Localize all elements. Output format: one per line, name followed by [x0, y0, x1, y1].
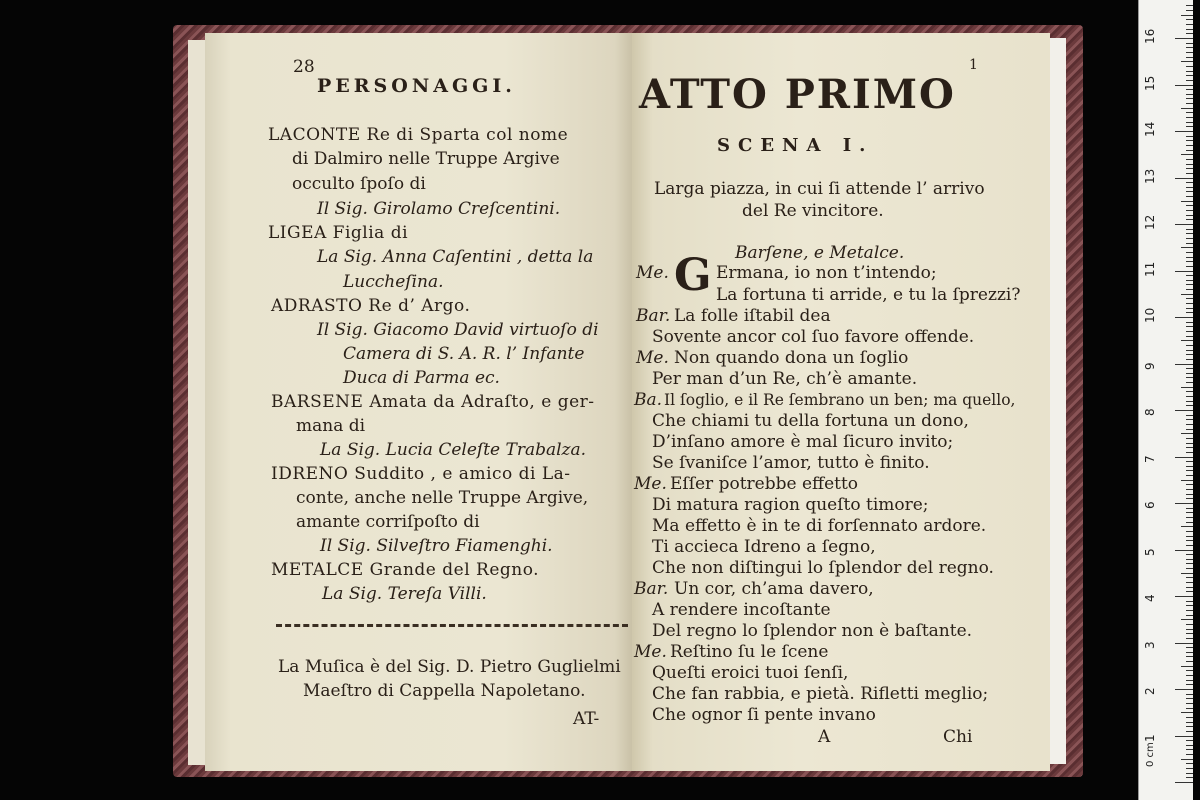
verse-line: La folle iſtabil dea	[674, 306, 831, 326]
cast-line: occulto ſpoſo di	[292, 174, 426, 194]
ruler-tick	[1186, 373, 1193, 374]
cast-line: mana di	[296, 416, 366, 436]
speaker-label: Me.	[634, 474, 667, 494]
ruler-tick	[1175, 131, 1193, 132]
cast-line: amante corriſpoſto di	[296, 512, 480, 532]
ruler-tick	[1186, 591, 1193, 592]
ruler-tick	[1181, 573, 1193, 574]
ruler-tick	[1186, 559, 1193, 560]
ruler-tick	[1175, 38, 1193, 39]
ruler-tick	[1186, 257, 1193, 258]
cast-line: Il Sig. Silveſtro Fiamenghi.	[320, 536, 553, 556]
ruler-tick	[1186, 577, 1193, 578]
scene-setting-line: Larga piazza, in cui ſi attende l’ arrivo	[654, 179, 985, 199]
ruler-tick	[1186, 517, 1193, 518]
ruler-tick	[1186, 322, 1193, 323]
ruler-tick	[1186, 680, 1193, 681]
ruler-tick	[1186, 43, 1193, 44]
act-title: ATTO PRIMO	[639, 71, 956, 118]
drop-cap: G	[674, 250, 712, 301]
ruler-tick	[1186, 531, 1193, 532]
speaker-label: Me.	[636, 263, 669, 283]
ruler-tick	[1186, 164, 1193, 165]
ruler-tick	[1186, 168, 1193, 169]
ruler-number: 11	[1143, 261, 1157, 277]
ruler-tick	[1186, 80, 1193, 81]
verse-line: Che chiami tu della fortuna un dono,	[652, 411, 969, 431]
ruler-tick	[1186, 508, 1193, 509]
verse-line: Queſti eroici tuoi ſenſi,	[652, 663, 849, 683]
ruler-tick	[1186, 266, 1193, 267]
ruler-tick	[1186, 633, 1193, 634]
ruler-tick	[1186, 498, 1193, 499]
ruler-tick	[1186, 33, 1193, 34]
verse-line: A rendere incoſtante	[652, 600, 831, 620]
ruler-tick	[1186, 219, 1193, 220]
ruler-tick	[1186, 661, 1193, 662]
measurement-ruler	[1138, 0, 1193, 800]
ruler-tick	[1186, 768, 1193, 769]
ruler-tick	[1175, 178, 1193, 179]
ruler-tick	[1186, 233, 1193, 234]
ruler-tick	[1186, 215, 1193, 216]
ruler-number: 15	[1143, 75, 1157, 91]
ruler-tick	[1186, 75, 1193, 76]
ruler-tick	[1186, 261, 1193, 262]
ruler-tick	[1181, 759, 1193, 760]
cast-line: conte, anche nelle Truppe Argive,	[296, 488, 589, 508]
ruler-number: 10	[1143, 307, 1157, 323]
ruler-tick	[1186, 136, 1193, 137]
verse-line: Eſſer potrebbe effetto	[670, 474, 859, 494]
ruler-tick	[1186, 10, 1193, 11]
ruler-tick	[1186, 740, 1193, 741]
verse-line: Se ſvaniſce l’amor, tutto è finito.	[652, 453, 930, 473]
ruler-tick	[1186, 415, 1193, 416]
ruler-tick	[1186, 684, 1193, 685]
cast-line: Camera di S. A. R. l’ Infante	[343, 344, 585, 364]
ruler-tick	[1186, 461, 1193, 462]
scene-characters: Barſene, e Metalce.	[735, 243, 905, 263]
ruler-tick	[1186, 243, 1193, 244]
ruler-tick	[1186, 382, 1193, 383]
ruler-tick	[1186, 484, 1193, 485]
verse-line: Che ognor ſi pente invano	[652, 705, 876, 725]
ruler-tick	[1186, 568, 1193, 569]
ruler-tick	[1181, 154, 1193, 155]
ruler-number: 6	[1143, 501, 1157, 509]
speaker-label: Bar.	[636, 306, 671, 326]
page-number-right: 1	[969, 57, 978, 73]
ruler-tick	[1181, 247, 1193, 248]
ruler-tick	[1186, 5, 1193, 6]
ruler-tick	[1186, 749, 1193, 750]
ruler-tick	[1186, 140, 1193, 141]
ruler-tick	[1186, 773, 1193, 774]
page-number-left: 28	[293, 57, 315, 77]
ruler-tick	[1186, 52, 1193, 53]
cast-line: Duca di Parma ec.	[343, 368, 500, 388]
ruler-number: 9	[1143, 361, 1157, 370]
ruler-tick	[1186, 308, 1193, 309]
ruler-tick	[1186, 447, 1193, 448]
ruler-tick	[1181, 387, 1193, 388]
verse-line: Reſtino ſu le ſcene	[670, 642, 829, 662]
ruler-tick	[1186, 563, 1193, 564]
ruler-tick	[1186, 522, 1193, 523]
ruler-tick	[1175, 224, 1193, 225]
ruler-tick	[1186, 252, 1193, 253]
ruler-tick	[1186, 540, 1193, 541]
ruler-tick	[1186, 429, 1193, 430]
music-credit-line: La Muſica è del Sig. D. Pietro Guglielmi	[278, 657, 621, 677]
ruler-tick	[1186, 187, 1193, 188]
ruler-tick	[1186, 112, 1193, 113]
cast-line: LACONTE Re di Sparta col nome	[268, 125, 569, 145]
ruler-tick	[1186, 652, 1193, 653]
cast-line: La Sig. Tereſa Villi.	[322, 584, 487, 604]
cast-line: METALCE Grande del Regno.	[271, 560, 540, 580]
ruler-tick	[1175, 643, 1193, 644]
ruler-tick	[1186, 615, 1193, 616]
ruler-tick	[1186, 396, 1193, 397]
ruler-tick	[1175, 271, 1193, 272]
ruler-tick	[1186, 19, 1193, 20]
ruler-tick	[1186, 29, 1193, 30]
ruler-tick	[1186, 698, 1193, 699]
ruler-number: 8	[1143, 408, 1157, 416]
verse-line: Per man d’un Re, ch’è amante.	[652, 369, 918, 389]
speaker-label: Me.	[636, 348, 669, 368]
ruler-number: 12	[1143, 214, 1157, 230]
ruler-tick	[1186, 205, 1193, 206]
ruler-tick	[1186, 605, 1193, 606]
ruler-tick	[1186, 210, 1193, 211]
ruler-tick	[1186, 424, 1193, 425]
ruler-tick	[1186, 57, 1193, 58]
catchword-right: Chi	[943, 727, 973, 747]
verse-line: Che non diſtingui lo ſplendor del regno.	[652, 558, 994, 578]
ruler-tick	[1186, 587, 1193, 588]
verse-line: Che fan rabbia, e pietà. Rifletti meglio;	[652, 684, 989, 704]
cast-line: Il Sig. Giacomo David virtuoſo di	[317, 320, 599, 340]
ruler-number: 7	[1143, 454, 1157, 463]
ruler-tick	[1186, 675, 1193, 676]
ruler-tick	[1186, 354, 1193, 355]
ruler-number: 3	[1143, 640, 1157, 649]
verse-line: Sovente ancor col ſuo favore offende.	[652, 327, 975, 347]
ruler-tick	[1186, 284, 1193, 285]
ruler-tick	[1186, 443, 1193, 444]
ruler-tick	[1181, 666, 1193, 667]
verse-line: Ermana, io non t’intendo;	[716, 263, 937, 283]
ruler-tick	[1186, 94, 1193, 95]
ruler-tick	[1186, 331, 1193, 332]
speaker-label: Bar.	[634, 579, 669, 599]
scene-heading: SCENA I.	[717, 135, 874, 156]
ruler-tick	[1186, 777, 1193, 778]
ruler-tick	[1186, 401, 1193, 402]
cast-line: Il Sig. Girolamo Creſcentini.	[317, 199, 561, 219]
ruler-tick	[1186, 475, 1193, 476]
ruler-tick	[1186, 745, 1193, 746]
ruler-tick	[1186, 66, 1193, 67]
ruler-tick	[1186, 545, 1193, 546]
ruler-tick	[1186, 391, 1193, 392]
ruler-tick	[1175, 782, 1193, 783]
ruler-tick	[1186, 419, 1193, 420]
ruler-tick	[1175, 503, 1193, 504]
ruler-tick	[1175, 689, 1193, 690]
verse-line: Ti accieca Idreno a ſegno,	[652, 537, 876, 557]
verse-line: Di matura ragion queſto timore;	[652, 495, 929, 515]
ruler-number: 2	[1143, 687, 1157, 695]
ruler-tick	[1186, 494, 1193, 495]
ruler-tick	[1186, 280, 1193, 281]
ruler-tick	[1186, 145, 1193, 146]
ruler-tick	[1175, 457, 1193, 458]
ruler-unit-label: 0 cm	[1145, 742, 1156, 767]
cast-line: La Sig. Anna Caſentini , detta la	[317, 247, 594, 267]
verse-line: Del regno lo ſplendor non è baſtante.	[652, 621, 973, 641]
ruler-tick	[1181, 340, 1193, 341]
ruler-tick	[1186, 717, 1193, 718]
ruler-tick	[1186, 336, 1193, 337]
ruler-tick	[1186, 610, 1193, 611]
ruler-tick	[1186, 24, 1193, 25]
ruler-tick	[1186, 647, 1193, 648]
ruler-tick	[1186, 722, 1193, 723]
ruler-tick	[1175, 85, 1193, 86]
ruler-tick	[1186, 466, 1193, 467]
ruler-tick	[1186, 326, 1193, 327]
ruler-tick	[1186, 601, 1193, 602]
ruler-tick	[1181, 526, 1193, 527]
ruler-tick	[1186, 191, 1193, 192]
ruler-tick	[1186, 670, 1193, 671]
ruler-tick	[1186, 89, 1193, 90]
ruler-number: 4	[1143, 594, 1157, 602]
signature-mark: A	[818, 727, 831, 747]
ruler-tick	[1186, 582, 1193, 583]
ruler-tick	[1186, 726, 1193, 727]
verse-line: D’inſano amore è mal ſicuro invito;	[652, 432, 954, 452]
ruler-tick	[1181, 433, 1193, 434]
ruler-tick	[1186, 345, 1193, 346]
ruler-tick	[1175, 550, 1193, 551]
ruler-tick	[1175, 596, 1193, 597]
ruler-tick	[1186, 554, 1193, 555]
ruler-tick	[1181, 108, 1193, 109]
page-heading-personaggi: PERSONAGGI.	[317, 75, 516, 97]
ornamental-rule	[276, 624, 628, 627]
page-edges-right	[1048, 38, 1066, 764]
ruler-number: 16	[1143, 28, 1157, 44]
ruler-tick	[1186, 312, 1193, 313]
right-page	[632, 33, 1050, 771]
catchword-left: AT-	[573, 709, 600, 729]
ruler-tick	[1186, 71, 1193, 72]
ruler-tick	[1186, 377, 1193, 378]
ruler-tick	[1186, 470, 1193, 471]
ruler-tick	[1186, 159, 1193, 160]
ruler-tick	[1186, 638, 1193, 639]
ruler-number: 5	[1143, 547, 1157, 556]
ruler-tick	[1181, 712, 1193, 713]
verse-line: Non quando dona un ſoglio	[674, 348, 909, 368]
ruler-tick	[1186, 150, 1193, 151]
ruler-tick	[1186, 303, 1193, 304]
ruler-tick	[1181, 61, 1193, 62]
ruler-tick	[1186, 405, 1193, 406]
ruler-tick	[1186, 536, 1193, 537]
cast-line: La Sig. Lucia Celeſte Trabalza.	[320, 440, 587, 460]
cast-line: LIGEA Figlia di	[268, 223, 409, 243]
ruler-tick	[1186, 126, 1193, 127]
ruler-tick	[1186, 763, 1193, 764]
ruler-tick	[1186, 173, 1193, 174]
cast-line: di Dalmiro nelle Truppe Argive	[292, 149, 560, 169]
ruler-tick	[1186, 489, 1193, 490]
ruler-tick	[1186, 103, 1193, 104]
ruler-tick	[1186, 694, 1193, 695]
ruler-tick	[1186, 238, 1193, 239]
ruler-tick	[1186, 624, 1193, 625]
cast-line: IDRENO Suddito , e amico di La-	[271, 464, 571, 484]
ruler-tick	[1186, 452, 1193, 453]
ruler-tick	[1175, 317, 1193, 318]
cast-line: BARSENE Amata da Adraſto, e ger-	[271, 392, 595, 412]
ruler-tick	[1186, 350, 1193, 351]
ruler-tick	[1186, 229, 1193, 230]
ruler-tick	[1186, 182, 1193, 183]
verse-line: Il ſoglio, e il Re ſembrano un ben; ma quello,	[664, 391, 1016, 409]
ruler-tick	[1186, 656, 1193, 657]
left-page	[205, 33, 632, 771]
verse-line: La fortuna ti arride, e tu la ſprezzi?	[716, 285, 1021, 305]
ruler-tick	[1186, 703, 1193, 704]
ruler-tick	[1181, 294, 1193, 295]
ruler-tick	[1175, 410, 1193, 411]
verse-line: Un cor, ch’ama davero,	[674, 579, 874, 599]
ruler-tick	[1181, 201, 1193, 202]
ruler-tick	[1186, 298, 1193, 299]
ruler-number: 14	[1143, 121, 1157, 137]
verse-line: Ma effetto è in te di forſennato ardore.	[652, 516, 987, 536]
ruler-tick	[1175, 364, 1193, 365]
ruler-tick	[1186, 359, 1193, 360]
ruler-tick	[1181, 15, 1193, 16]
ruler-number: 13	[1143, 168, 1157, 184]
ruler-tick	[1186, 754, 1193, 755]
ruler-tick	[1186, 275, 1193, 276]
speaker-label: Ba.	[634, 390, 663, 410]
ruler-tick	[1186, 289, 1193, 290]
ruler-tick	[1186, 731, 1193, 732]
speaker-label: Me.	[634, 642, 667, 662]
ruler-tick	[1186, 629, 1193, 630]
ruler-number: 1	[1143, 733, 1157, 742]
ruler-tick	[1186, 47, 1193, 48]
ruler-tick	[1181, 619, 1193, 620]
music-credit-line: Maeſtro di Cappella Napoletano.	[303, 681, 586, 701]
ruler-tick	[1186, 368, 1193, 369]
ruler-tick	[1186, 512, 1193, 513]
cast-line: ADRASTO Re d’ Argo.	[271, 296, 471, 316]
ruler-tick	[1181, 480, 1193, 481]
scene-setting-line: del Re vincitore.	[742, 201, 884, 221]
ruler-tick	[1186, 117, 1193, 118]
cast-line: Luccheſina.	[343, 272, 444, 292]
ruler-tick	[1186, 438, 1193, 439]
ruler-tick	[1186, 196, 1193, 197]
ruler-tick	[1186, 98, 1193, 99]
ruler-tick	[1186, 708, 1193, 709]
ruler-tick	[1186, 122, 1193, 123]
ruler-tick	[1175, 736, 1193, 737]
